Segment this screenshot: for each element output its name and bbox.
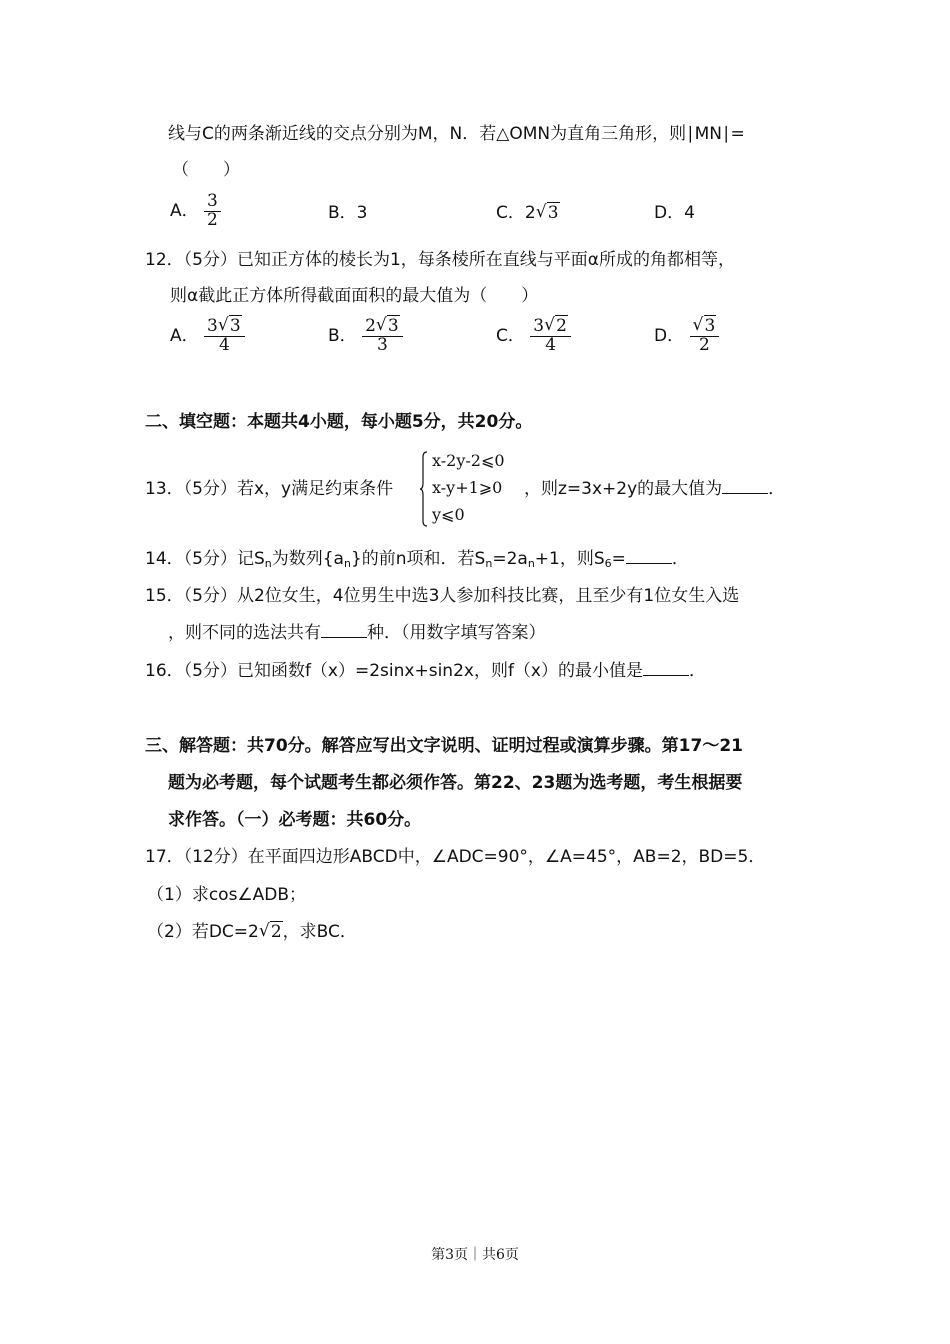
text-part: +1，则S	[534, 549, 605, 569]
answer-blank	[643, 661, 689, 676]
coef: 3	[207, 316, 218, 336]
denominator: 4	[545, 334, 557, 355]
q17-part1: （1）求cos∠ADB；	[147, 885, 307, 905]
q16-line	[145, 661, 706, 681]
fraction	[362, 318, 403, 355]
radicand: 3	[387, 316, 399, 336]
radical	[544, 318, 568, 336]
q17-part2	[147, 922, 357, 942]
text-part: ，求BC．	[282, 922, 357, 942]
fraction	[204, 193, 221, 230]
q12-option-b	[328, 318, 403, 355]
q11-option-a	[170, 193, 221, 230]
option-label: B．	[328, 326, 357, 347]
option-label: B．	[328, 203, 357, 223]
radicand: 3	[704, 316, 716, 336]
q13-prefix: 13．（5分）若x，y满足约束条件	[145, 479, 394, 499]
constraint-2: x-y+1⩾0	[432, 478, 503, 497]
denominator: 3	[376, 334, 388, 355]
subscript: 6	[604, 557, 612, 570]
q13-suffix	[524, 479, 785, 499]
radical	[376, 318, 400, 336]
radical	[693, 318, 717, 336]
answer-blank	[626, 549, 672, 564]
text-part: （2）若DC=2	[147, 922, 259, 942]
option-label: A．	[170, 326, 199, 347]
constraint-system	[420, 451, 530, 529]
radical	[218, 318, 242, 336]
text-part: ．	[689, 661, 706, 681]
denominator: 2	[699, 334, 710, 355]
numerator	[690, 318, 720, 337]
subscript: n	[264, 557, 272, 570]
coef: 2	[365, 316, 376, 336]
option-value: 4	[684, 203, 695, 223]
q15-line2	[168, 623, 546, 643]
text-part: }的前n项和．若S	[350, 549, 486, 569]
coef: 3	[533, 316, 545, 336]
option-coef: 2	[524, 203, 536, 223]
text-part: ．	[671, 549, 689, 569]
subscript: n	[485, 557, 493, 570]
q12-line1: 12．（5分）已知正方体的棱长为1，每条棱所在直线与平面α所成的角都相等，	[145, 250, 735, 270]
fraction	[530, 318, 571, 355]
numerator: 3	[204, 193, 221, 212]
section3-line2: 题为必考题，每个试题考生都必须作答。第22、23题为选考题，考生根据要	[168, 773, 743, 793]
q11-option-d	[654, 203, 695, 223]
numerator	[362, 318, 403, 337]
option-label: A．	[170, 201, 199, 222]
option-label: D．	[654, 203, 685, 223]
answer-blank	[722, 479, 768, 494]
option-value: 3	[356, 203, 368, 223]
q11-line1: 线与C的两条渐近线的交点分别为M，N．若△OMN为直角三角形，则∣MN∣=	[168, 124, 745, 144]
q12-option-a	[170, 318, 245, 355]
text-part: ，则不同的选法共有	[168, 623, 321, 643]
left-brace-icon	[420, 451, 428, 527]
numerator	[530, 318, 571, 337]
subscript: n	[343, 557, 351, 570]
fraction	[690, 318, 720, 355]
radicand: 2	[556, 316, 567, 336]
q13-end: ．	[768, 479, 786, 499]
radicand: 2	[270, 922, 282, 942]
q12-option-c	[496, 318, 571, 355]
section3-line1: 三、解答题：共70分。解答应写出文字说明、证明过程或演算步骤。第17～21	[145, 736, 743, 756]
q11-answer-parens: （ ）	[172, 160, 240, 180]
text-part: 种．（用数字填写答案）	[367, 623, 546, 643]
numerator	[204, 318, 245, 337]
q11-option-c	[496, 203, 560, 223]
q14-line	[145, 549, 689, 570]
radical	[536, 203, 560, 223]
subscript: n	[527, 557, 535, 570]
fraction	[204, 318, 245, 355]
option-label: C．	[496, 203, 525, 223]
option-label: D．	[654, 326, 685, 347]
q11-option-b	[328, 203, 368, 223]
q13-suffix-text: ，则z=3x+2y的最大值为	[524, 479, 723, 499]
q15-line1: 15．（5分）从2位女生，4位男生中选3人参加科技比赛，且至少有1位女生入选	[145, 586, 740, 606]
radicand: 3	[547, 203, 559, 223]
q17-line1: 17．（12分）在平面四边形ABCD中，∠ADC=90°，∠A=45°，AB=2，BD=5．	[145, 847, 766, 867]
denominator: 4	[218, 334, 230, 355]
text-part: =	[611, 549, 626, 569]
radicand: 3	[229, 316, 241, 336]
text-part: 16．（5分）已知函数f（x）=2sinx+sin2x，则f（x）的最小值是	[145, 661, 643, 681]
answer-blank	[321, 623, 367, 638]
section3-line3: 求作答。（一）必考题：共60分。	[168, 810, 422, 830]
constraint-1: x-2y-2⩽0	[432, 451, 505, 470]
radical	[259, 922, 283, 942]
text-part: 14．（5分）记S	[145, 549, 265, 569]
option-label: C．	[496, 326, 525, 347]
text-part: 为数列{a	[271, 549, 344, 569]
page-footer: 第3页｜共6页	[431, 1247, 519, 1263]
text-part: =2a	[492, 549, 528, 569]
constraint-3: y⩽0	[432, 505, 465, 524]
q12-option-d	[654, 318, 719, 355]
denominator: 2	[207, 209, 218, 230]
section2-heading: 二、填空题：本题共4小题，每小题5分，共20分。	[145, 412, 533, 432]
q12-line2: 则α截此正方体所得截面面积的最大值为（ ）	[170, 286, 539, 306]
